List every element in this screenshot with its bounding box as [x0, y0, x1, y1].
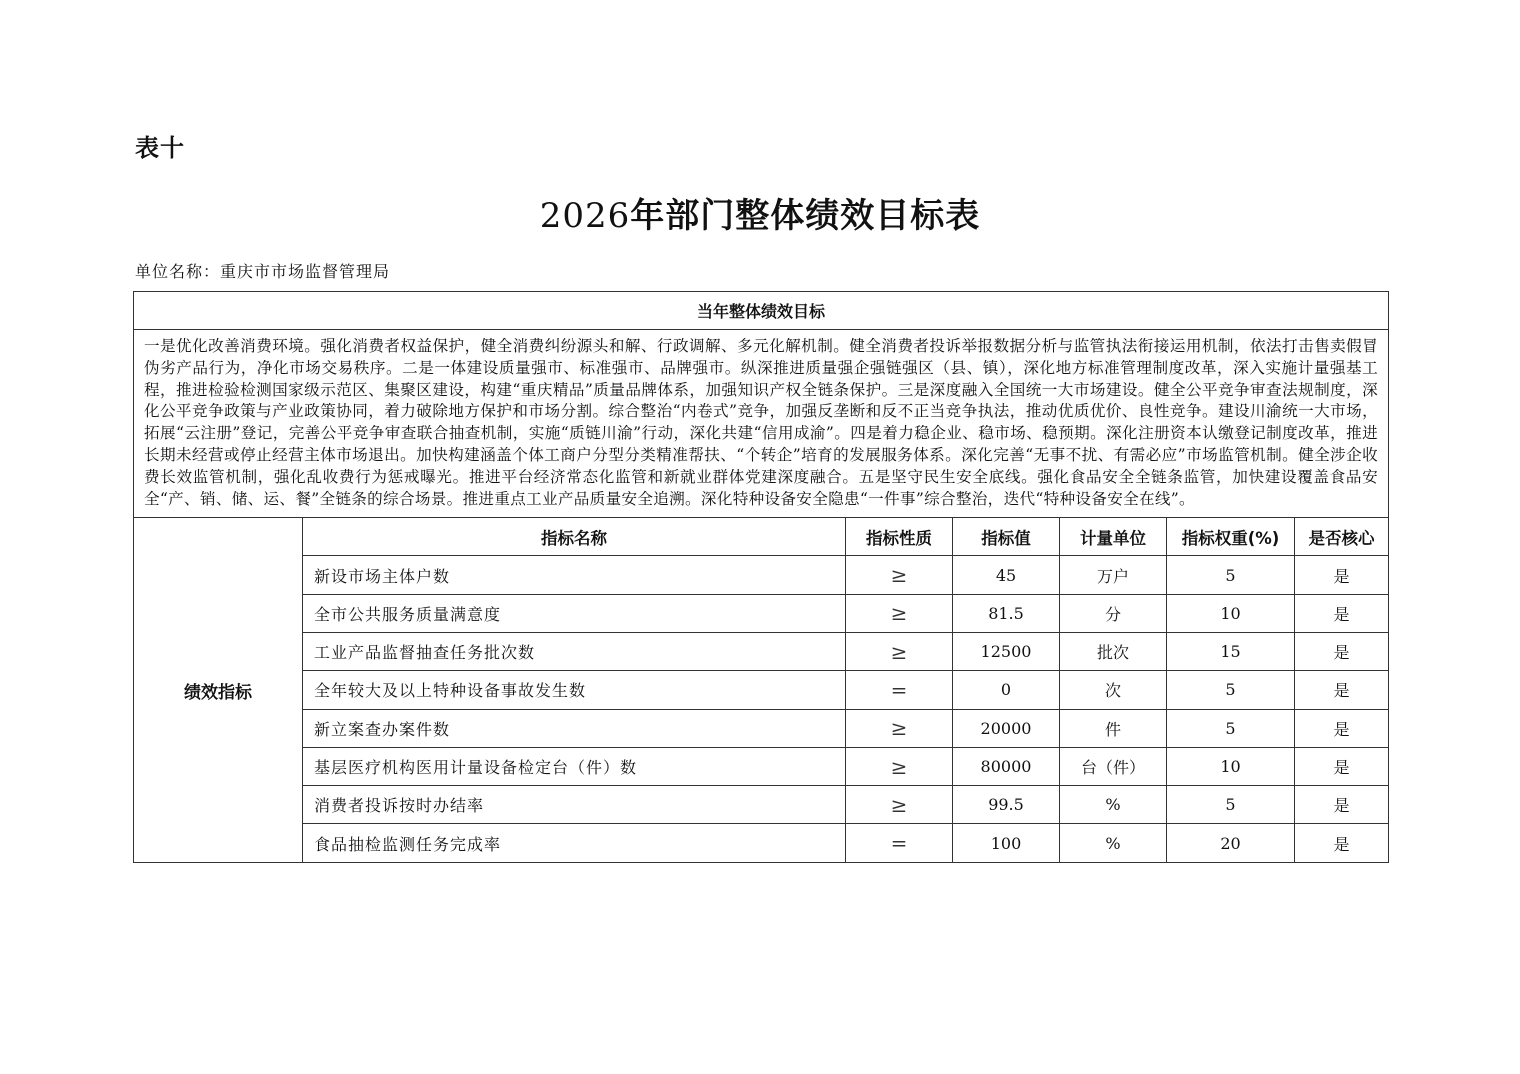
indicator-weight: 5 [1167, 671, 1295, 709]
col-header-name: 指标名称 [303, 518, 846, 556]
indicator-row [134, 709, 1389, 747]
indicator-row [134, 594, 1389, 632]
goal-heading: 当年整体绩效目标 [134, 292, 1389, 330]
indicator-weight: 10 [1167, 594, 1295, 632]
indicator-core: 是 [1295, 747, 1389, 785]
indicator-core: 是 [1295, 632, 1389, 670]
indicator-nature: = [846, 824, 953, 862]
indicator-value: 45 [953, 556, 1060, 594]
indicator-weight: 5 [1167, 786, 1295, 824]
indicator-value: 0 [953, 671, 1060, 709]
indicator-core: 是 [1295, 671, 1389, 709]
indicator-weight: 5 [1167, 709, 1295, 747]
indicator-nature: ≥ [846, 747, 953, 785]
indicator-core: 是 [1295, 594, 1389, 632]
col-header-value: 指标值 [953, 518, 1060, 556]
title-text: 年部门整体绩效目标表 [630, 196, 981, 236]
indicator-nature: = [846, 671, 953, 709]
indicator-unit: 万户 [1060, 556, 1167, 594]
goal-text-row [134, 330, 1389, 518]
indicator-name: 全年较大及以上特种设备事故发生数 [303, 671, 846, 709]
indicator-nature: ≥ [846, 632, 953, 670]
indicator-unit: % [1060, 786, 1167, 824]
indicator-row [134, 747, 1389, 785]
indicator-name: 全市公共服务质量满意度 [303, 594, 846, 632]
col-header-weight: 指标权重(%) [1167, 518, 1295, 556]
goal-text: 一是优化改善消费环境。强化消费者权益保护，健全消费纠纷源头和解、行政调解、多元化解机制。健全消费者投诉举报数据分析与监管执法衔接运用机制，依法打击售卖假冒伪劣产品行为，净化市场交易秩序。二是一体建设质量强市、标准强市、品牌强市。纵深推进质量强企强链强区（县、镇），深化地方标准管理制度改革，深入实施计量强基工程，推进检验检测国家级示范区、集聚区建设，构建“重庆精品”质量品牌体系，加强知识产权全链条保护。三是深度融入全国统一大市场建设。健全公平竞争审查法规制度，深化公平竞争政策与产业政策协同，着力破除地方保护和市场分割。综合整治“内卷式”竞争，加强反垄断和反不正当竞争执法，推动优质优价、良性竞争。建设川渝统一大市场，拓展“云注册”登记，完善公平竞争审查联合抽查机制，实施“质链川渝”行动，深化共建“信用成渝”。四是着力稳企业、稳市场、稳预期。深化注册资本认缴登记制度改革，推进长期未经营或停止经营主体市场退出。加快构建涵盖个体工商户分型分类精准帮扶、“个转企”培育的发展服务体系。深化完善“无事不扰、有需必应”市场监管机制。健全涉企收费长效监管机制，强化乱收费行为惩戒曝光。推进平台经济常态化监管和新就业群体党建深度融合。五是坚守民生安全底线。强化食品安全全链条监管，加快建设覆盖食品安全“产、销、储、运、餐”全链条的综合场景。推进重点工业产品质量安全追溯。深化特种设备安全隐患“一件事”综合整治，迭代“特种设备安全在线”。 [134, 330, 1389, 518]
document-title [0, 188, 1520, 237]
indicator-name: 新立案查办案件数 [303, 709, 846, 747]
indicator-name: 消费者投诉按时办结率 [303, 786, 846, 824]
indicator-unit: 批次 [1060, 632, 1167, 670]
indicator-weight: 10 [1167, 747, 1295, 785]
indicator-row [134, 824, 1389, 862]
indicator-unit: 件 [1060, 709, 1167, 747]
indicator-header-row [134, 518, 1389, 556]
indicator-name: 新设市场主体户数 [303, 556, 846, 594]
indicator-core: 是 [1295, 786, 1389, 824]
indicator-weight: 15 [1167, 632, 1295, 670]
indicator-name: 工业产品监督抽查任务批次数 [303, 632, 846, 670]
indicator-row [134, 632, 1389, 670]
indicator-nature: ≥ [846, 786, 953, 824]
goal-heading-row [134, 292, 1389, 330]
indicator-row [134, 556, 1389, 594]
indicator-value: 20000 [953, 709, 1060, 747]
indicator-row [134, 671, 1389, 709]
col-header-nature: 指标性质 [846, 518, 953, 556]
indicator-value: 100 [953, 824, 1060, 862]
title-year: 2026 [539, 196, 631, 236]
indicator-unit: % [1060, 824, 1167, 862]
indicator-unit: 台（件） [1060, 747, 1167, 785]
indicator-core: 是 [1295, 556, 1389, 594]
indicator-value: 80000 [953, 747, 1060, 785]
indicator-nature: ≥ [846, 594, 953, 632]
table-number-label: 表十 [135, 134, 185, 162]
indicator-weight: 20 [1167, 824, 1295, 862]
indicator-name: 基层医疗机构医用计量设备检定台（件）数 [303, 747, 846, 785]
indicator-value: 99.5 [953, 786, 1060, 824]
col-header-core: 是否核心 [1295, 518, 1389, 556]
indicator-weight: 5 [1167, 556, 1295, 594]
indicator-unit: 次 [1060, 671, 1167, 709]
indicator-unit: 分 [1060, 594, 1167, 632]
indicator-name: 食品抽检监测任务完成率 [303, 824, 846, 862]
performance-target-table [133, 291, 1389, 863]
indicator-row [134, 786, 1389, 824]
unit-name-line: 单位名称：重庆市市场监督管理局 [135, 262, 391, 281]
indicator-value: 12500 [953, 632, 1060, 670]
indicator-nature: ≥ [846, 709, 953, 747]
col-header-unit: 计量单位 [1060, 518, 1167, 556]
indicator-core: 是 [1295, 709, 1389, 747]
indicator-core: 是 [1295, 824, 1389, 862]
indicator-side-label: 绩效指标 [134, 518, 303, 862]
indicator-value: 81.5 [953, 594, 1060, 632]
indicator-nature: ≥ [846, 556, 953, 594]
